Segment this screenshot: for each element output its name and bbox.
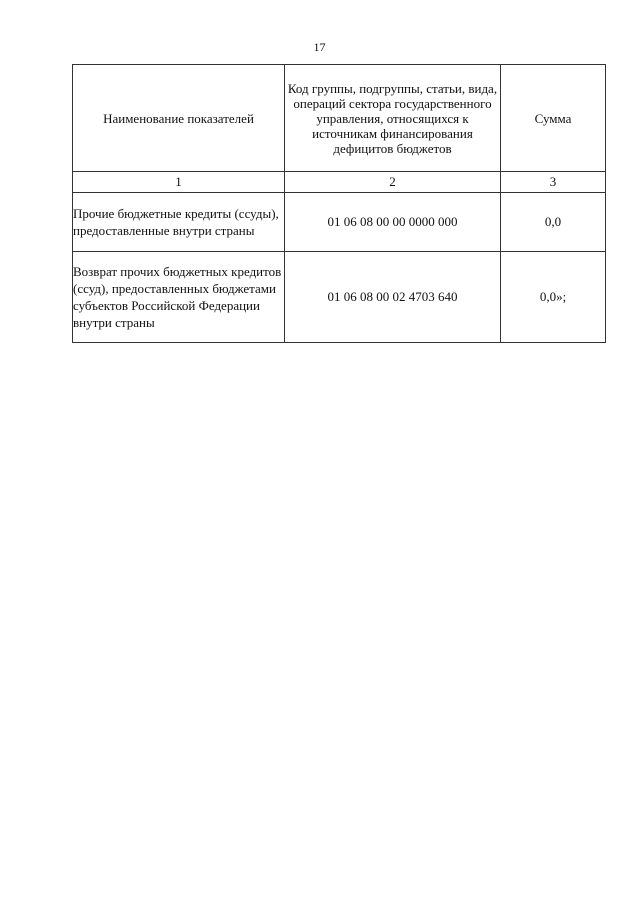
sources-table (72, 64, 606, 343)
column-number-row (73, 172, 606, 193)
column-number: 3 (501, 172, 606, 193)
row-name: Возврат прочих бюджетных кредитов (ссуд), предоставленных бюджетами субъектов Российской Федерации внутри страны (73, 252, 285, 343)
table-header-row (73, 65, 606, 172)
table-row (73, 252, 606, 343)
header-name: Наименование показателей (73, 65, 285, 172)
column-number: 1 (73, 172, 285, 193)
row-code: 01 06 08 00 00 0000 000 (285, 193, 501, 252)
table-row (73, 193, 606, 252)
row-name: Прочие бюджетные кредиты (ссуды), предоставленные внутри страны (73, 193, 285, 252)
header-sum: Сумма (501, 65, 606, 172)
row-sum: 0,0 (501, 193, 606, 252)
page-number: 17 (313, 40, 326, 54)
row-code: 01 06 08 00 02 4703 640 (285, 252, 501, 343)
column-number: 2 (285, 172, 501, 193)
row-sum: 0,0»; (501, 252, 606, 343)
header-code: Код группы, подгруппы, статьи, вида, операций сектора государственного управления, относящихся к источникам финансирования дефицитов бюджетов (285, 65, 501, 172)
